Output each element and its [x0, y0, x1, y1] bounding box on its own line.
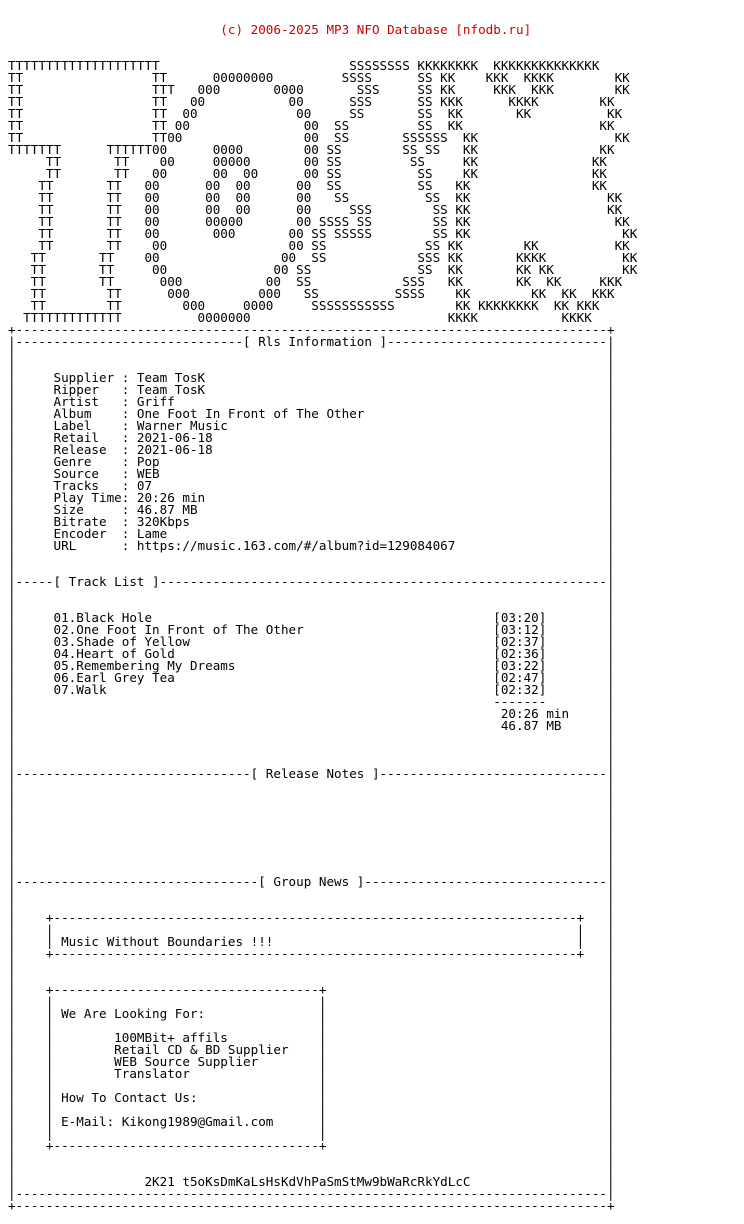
nfo-line: | | — [8, 1162, 615, 1177]
nfo-line: TT TT 00 00 00 00 SS SS KK KK — [8, 166, 607, 181]
nfo-line: | Release : 2021-06-18 | — [8, 442, 615, 457]
nfo-body — [8, 60, 637, 1212]
nfo-line: | | We Are Looking For: | | — [8, 1006, 615, 1021]
nfo-line: | +-----------------------------------+ | — [8, 1138, 615, 1153]
nfo-line: | +-----------------------------------+ | — [8, 982, 615, 997]
nfo-line: | | — [8, 826, 615, 841]
nfo-line: | 01.Black Hole [03:20] | — [8, 610, 615, 625]
nfo-line: | Album : One Foot In Front of The Other | — [8, 406, 615, 421]
nfo-line: | Artist : Griff | — [8, 394, 615, 409]
nfo-line: | Tracks : 07 | — [8, 478, 615, 493]
nfo-line: | | — [8, 802, 615, 817]
nfo-line: | URL : https://music.163.com/#/album?id=129084067 | — [8, 538, 615, 553]
nfo-line: | | — [8, 970, 615, 985]
nfo-line: | | — [8, 838, 615, 853]
nfo-line: | Supplier : Team TosK | — [8, 370, 615, 385]
nfo-line: TTTTTTT TTTTTT00 0000 00 SS SS SS KK KK — [8, 142, 615, 157]
nfo-line: | | — [8, 598, 615, 613]
nfo-line: TT TT 00 00 00 00 SS SS KK KK — [8, 190, 623, 205]
nfo-line: | | How To Contact Us: | | — [8, 1090, 615, 1105]
nfo-line: | 46.87 MB | — [8, 718, 615, 733]
nfo-line: | ------- | — [8, 694, 615, 709]
nfo-line: | | — [8, 562, 615, 577]
nfo-line: | Bitrate : 320Kbps | — [8, 514, 615, 529]
nfo-line: |------------------------------[ Rls Information ]-----------------------------| — [8, 334, 615, 349]
nfo-line: +------------------------------------------------------------------------------+ — [8, 1198, 615, 1213]
nfo-line: | 07.Walk [02:32] | — [8, 682, 615, 697]
nfo-line: | 2K21 t5oKsDmKaLsHsKdVhPaSmStMw9bWaRcRkYdLcC | — [8, 1174, 615, 1189]
nfo-line: | Encoder : Lame | — [8, 526, 615, 541]
nfo-line: TT TT 000 0000 SSSSSSSSSSS KK KKKKKKKK KK KKK — [8, 298, 600, 313]
nfo-line: TT TT 00 00000 00 SSSS SS SS KK KK — [8, 214, 630, 229]
nfo-line: | | — [8, 730, 615, 745]
nfo-line: | | — [8, 814, 615, 829]
nfo-line: | 04.Heart of Gold [02:36] | — [8, 646, 615, 661]
nfo-line: TTTTTTTTTTTTTTTTTTTT SSSSSSSS KKKKKKKK KKKKKKKKKKKKKK — [8, 58, 600, 73]
nfo-line: | 03.Shade of Yellow [02:37] | — [8, 634, 615, 649]
nfo-line: | | Translator | | — [8, 1066, 615, 1081]
nfo-line: TT TT 00 00 SS SS KK KK KK — [8, 238, 630, 253]
nfo-line: | 20:26 min | — [8, 706, 615, 721]
nfo-line: | | — [8, 886, 615, 901]
nfo-line: TT TTT 000 0000 SSS SS KK KKK KKK KK — [8, 82, 630, 97]
nfo-line: | | — [8, 1150, 615, 1165]
nfo-line: | | — [8, 586, 615, 601]
nfo-line: TT TT 00 00 SS SS KK KK KK — [8, 106, 623, 121]
nfo-line: TT TT00 00 SS SSSSSS KK KK — [8, 130, 630, 145]
nfo-line: | | WEB Source Supplier | | — [8, 1054, 615, 1069]
nfo-line: | Source : WEB | — [8, 466, 615, 481]
nfo-line: | Ripper : Team TosK | — [8, 382, 615, 397]
nfo-line: | +---------------------------------------------------------------------+ | — [8, 910, 615, 925]
nfo-line: TT TT 00 00 00 00 SS SS KK KK — [8, 178, 607, 193]
nfo-line: | Label : Warner Music | — [8, 418, 615, 433]
nfo-line: TT TT 00 00 SS SSS KK KKKK KK — [8, 250, 638, 265]
nfo-line: +------------------------------------------------------------------------------+ — [8, 322, 615, 337]
nfo-line: TT TT 000 00 SS SSS KK KK KK KKK — [8, 274, 623, 289]
nfo-line: | Retail : 2021-06-18 | — [8, 430, 615, 445]
nfo-line: |--------------------------------[ Group News ]--------------------------------| — [8, 874, 615, 889]
nfo-line: | | — [8, 790, 615, 805]
nfo-line: TT TT 00 00000 00 SS SS KK KK — [8, 154, 607, 169]
nfo-line: TT TT 00 00 SSS SS KKK KKKK KK — [8, 94, 615, 109]
nfo-line: | 06.Earl Grey Tea [02:47] | — [8, 670, 615, 685]
nfo-line: TT TT 00 00 00 00 SSS SS KK KK — [8, 202, 623, 217]
nfo-line: |-----[ Track List ]-----------------------------------------------------------| — [8, 574, 615, 589]
nfo-line: TT TT 00000000 SSSS SS KK KKK KKKK KK — [8, 70, 630, 85]
nfo-line: | | — [8, 550, 615, 565]
nfo-line: | | | | — [8, 1102, 615, 1117]
nfo-header-copyright: (c) 2006-2025 MP3 NFO Database [nfodb.ru] — [8, 22, 532, 37]
nfo-line: | | — [8, 958, 615, 973]
nfo-line: | | | | — [8, 1126, 615, 1141]
nfo-line: | | Music Without Boundaries !!! | | — [8, 934, 615, 949]
nfo-line: TTTTTTTTTTTTT 0000000 KKKK KKKK — [8, 310, 592, 325]
nfo-line: | | — [8, 778, 615, 793]
nfo-line: | | | | — [8, 1018, 615, 1033]
nfo-line: | | — [8, 862, 615, 877]
nfo-line: | | 100MBit+ affils | | — [8, 1030, 615, 1045]
nfo-line: | | — [8, 754, 615, 769]
nfo-line: | | — [8, 850, 615, 865]
nfo-line: | | — [8, 742, 615, 757]
nfo-line: |-------------------------------[ Release Notes ]------------------------------| — [8, 766, 615, 781]
nfo-line: | Play Time: 20:26 min | — [8, 490, 615, 505]
nfo-line: TT TT 000 000 SS SSSS KK KK KK KKK — [8, 286, 615, 301]
nfo-line: TT TT 00 00 SS SS KK KK KK KK — [8, 262, 638, 277]
nfo-line: | | Retail CD & BD Supplier | | — [8, 1042, 615, 1057]
nfo-line: | | | | — [8, 994, 615, 1009]
nfo-line: | | | | — [8, 922, 615, 937]
nfo-line: | +---------------------------------------------------------------------+ | — [8, 946, 615, 961]
nfo-line: | 02.One Foot In Front of The Other [03:12] | — [8, 622, 615, 637]
nfo-line: | | — [8, 898, 615, 913]
nfo-line: | 05.Remembering My Dreams [03:22] | — [8, 658, 615, 673]
nfo-line: | | — [8, 358, 615, 373]
nfo-line: | Genre : Pop | — [8, 454, 615, 469]
nfo-line: | | — [8, 346, 615, 361]
nfo-line: TT TT 00 00 SS SS KK KK — [8, 118, 615, 133]
nfo-line: | | | | — [8, 1078, 615, 1093]
nfo-line: TT TT 00 000 00 SS SSSSS SS KK KK — [8, 226, 638, 241]
nfo-line: |------------------------------------------------------------------------------| — [8, 1186, 615, 1201]
nfo-line: | | E-Mail: Kikong1989@Gmail.com | | — [8, 1114, 615, 1129]
nfo-document — [8, 0, 637, 1224]
nfo-line: | Size : 46.87 MB | — [8, 502, 615, 517]
